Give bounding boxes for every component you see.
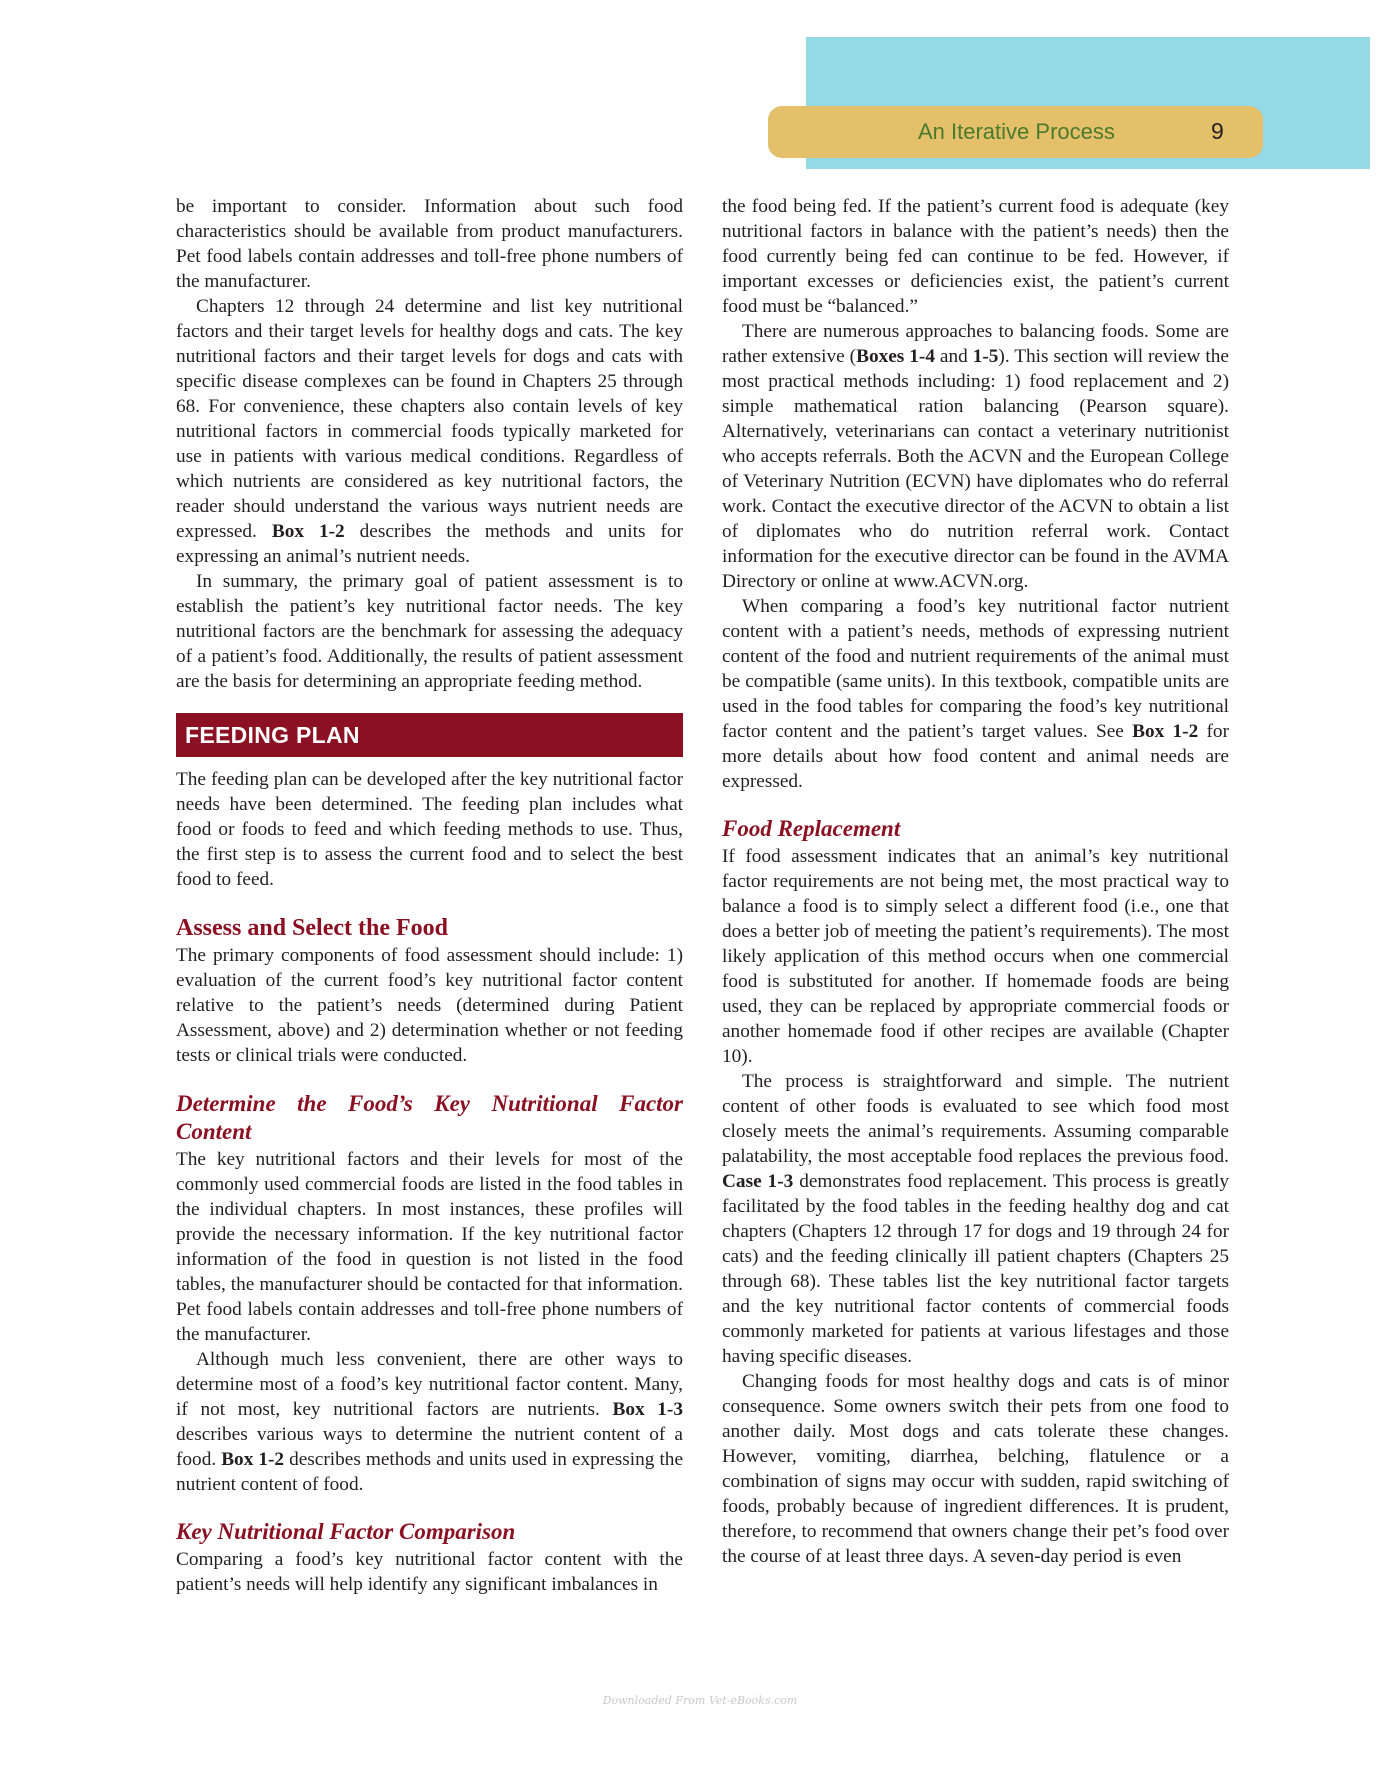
page-number: 9 [1211,118,1224,144]
paragraph: The feeding plan can be developed after the key nutritional factor needs have been determined. The feeding plan includes what food or foods to feed and which feeding methods to use. Thus, the first step is to assess the current food and to select the best food to feed. [176,769,683,890]
paragraph: The key nutritional factors and their levels for most of the commonly used commercial foods are listed in the food tables in the individual chapters. In most instances, these profiles will provide the necessary information. If the key nutritional factor information of the food in question is not listed in the food tables, the manufacturer should be contacted for that information. Pet food labels contain addresses and toll-free phone numbers of the manufacturer. [176,1149,683,1345]
case-reference: Case 1-3 [722,1171,794,1192]
heading-food-replacement: Food Replacement [722,816,901,841]
right-column [722,194,1229,1569]
paragraph: The process is straightforward and simple. The nutrient content of other foods is evaluated to see which food most closely meets the animal’s requirements. Assuming comparable palatability, the most acceptable food replaces the previous food. Case 1-3 demonstrates food replacement. This process is greatly facilitated by the food tables in the feeding healthy dog and cat chapters (Chapters 12 through 17 for dogs and 19 through 24 for cats) and the feeding clinically ill patient chapters (Chapters 25 through 68). These tables list the key nutritional factor targets and the key nutritional factor contents of commercial foods commonly marketed for patients at various lifestages and those having specific diseases. [722,1071,1229,1367]
box-reference: Boxes 1-4 [856,346,935,367]
paragraph: When comparing a food’s key nutritional factor nutrient content with a patient’s needs, methods of expressing nutrient content of the food and nutrient requirements of the animal must be compatible (same units). In this textbook, compatible units are used in the food tables for comparing the food’s key nutritional factor content and the patient’s target values. See Box 1-2 for more details about how food content and animal needs are expressed. [722,596,1229,792]
box-reference: Box 1-2 [221,1449,285,1470]
paragraph: Comparing a food’s key nutritional factor content with the patient’s needs will help identify any significant imbalances in [176,1549,683,1595]
download-watermark: Downloaded From Vet-eBooks.com [602,1694,798,1707]
running-header-title: An Iterative Process [918,119,1115,144]
paragraph: The primary components of food assessment should include: 1) evaluation of the current food’s key nutritional factor content relative to the patient’s needs (determined during Patient Assessment, above) and 2) determination whether or not feeding tests or clinical trials were conducted. [176,945,683,1066]
paragraph: be important to consider. Information about such food characteristics should be available from product manufacturers. Pet food labels contain addresses and toll-free phone numbers of the manufacturer. [176,196,683,292]
paragraph: Chapters 12 through 24 determine and list key nutritional factors and their target levels for healthy dogs and cats. The key nutritional factors and their target levels for dogs and cats with specific disease complexes can be found in Chapters 25 through 68. For convenience, these chapters also contain levels of key nutritional factors in commercial foods typically marketed for use in patients with various medical conditions. Regardless of which nutrients are considered as key nutritional factors, the reader should understand the various ways nutrient needs are expressed. Box 1-2 describes the methods and units for expressing an animal’s nutrient needs. [176,296,683,567]
box-reference: 1-5 [972,346,999,367]
paragraph: If food assessment indicates that an animal’s key nutritional factor requirements are not being met, the most practical way to balance a food is to simply select a different food (i.e., one that does a better job of meeting the patient’s requirements). The most likely application of this method occurs when one commercial food is substituted for another. If homemade foods are being used, they can be replaced by appropriate commercial foods or another homemade food if other recipes are available (Chapter 10). [722,846,1229,1067]
paragraph: Changing foods for most healthy dogs and cats is of minor consequence. Some owners switch their pets from one food to another daily. Most dogs and cats tolerate these changes. However, vomiting, diarrhea, belching, flatulence or a combination of signs may occur with sudden, rapid switching of foods, probably because of ingredient differences. It is prudent, therefore, to recommend that owners change their pet’s food over the course of at least three days. A seven-day period is even [722,1371,1229,1567]
box-reference: Box 1-2 [1132,721,1199,742]
paragraph: There are numerous approaches to balancing foods. Some are rather extensive (Boxes 1-4 and 1-5). This section will review the most practical methods including: 1) food replacement and 2) simple mathematical ration balancing (Pearson square). Alternatively, veterinarians can contact a veterinary nutritionist who accepts referrals. Both the ACVN and the European College of Veterinary Nutrition (ECVN) have diplomates who do referral work. Contact the executive director of the ACVN to obtain a list of diplomates who do nutrition referral work. Contact information for the executive director can be found in the AVMA Directory or online at www.ACVN.org. [722,321,1229,592]
section-banner-feeding-plan: FEEDING PLAN [176,713,683,757]
heading-determine-content: Determine the Food’s Key Nutritional Factor Content [176,1091,683,1144]
paragraph: the food being fed. If the patient’s current food is adequate (key nutritional factors in balance with the patient’s needs) then the food currently being fed can continue to be fed. However, if important excesses or deficiencies exist, the patient’s current food must be “balanced.” [722,196,1229,317]
paragraph: In summary, the primary goal of patient assessment is to establish the patient’s key nutritional factor needs. The key nutritional factors are the benchmark for assessing the adequacy of a patient’s food. Additionally, the results of patient assessment are the basis for determining an appropriate feeding method. [176,571,683,692]
heading-assess-select-food: Assess and Select the Food [176,915,449,941]
box-reference: Box 1-3 [612,1399,683,1420]
left-column [176,194,683,1597]
heading-key-factor-comparison: Key Nutritional Factor Comparison [176,1519,516,1544]
paragraph: Although much less convenient, there are other ways to determine most of a food’s key nutritional factor content. Many, if not most, key nutritional factors are nutrients. Box 1-3 describes various ways to determine the nutrient content of a food. Box 1-2 describes methods and units used in expressing the nutrient content of food. [176,1349,683,1495]
box-reference: Box 1-2 [271,521,345,542]
